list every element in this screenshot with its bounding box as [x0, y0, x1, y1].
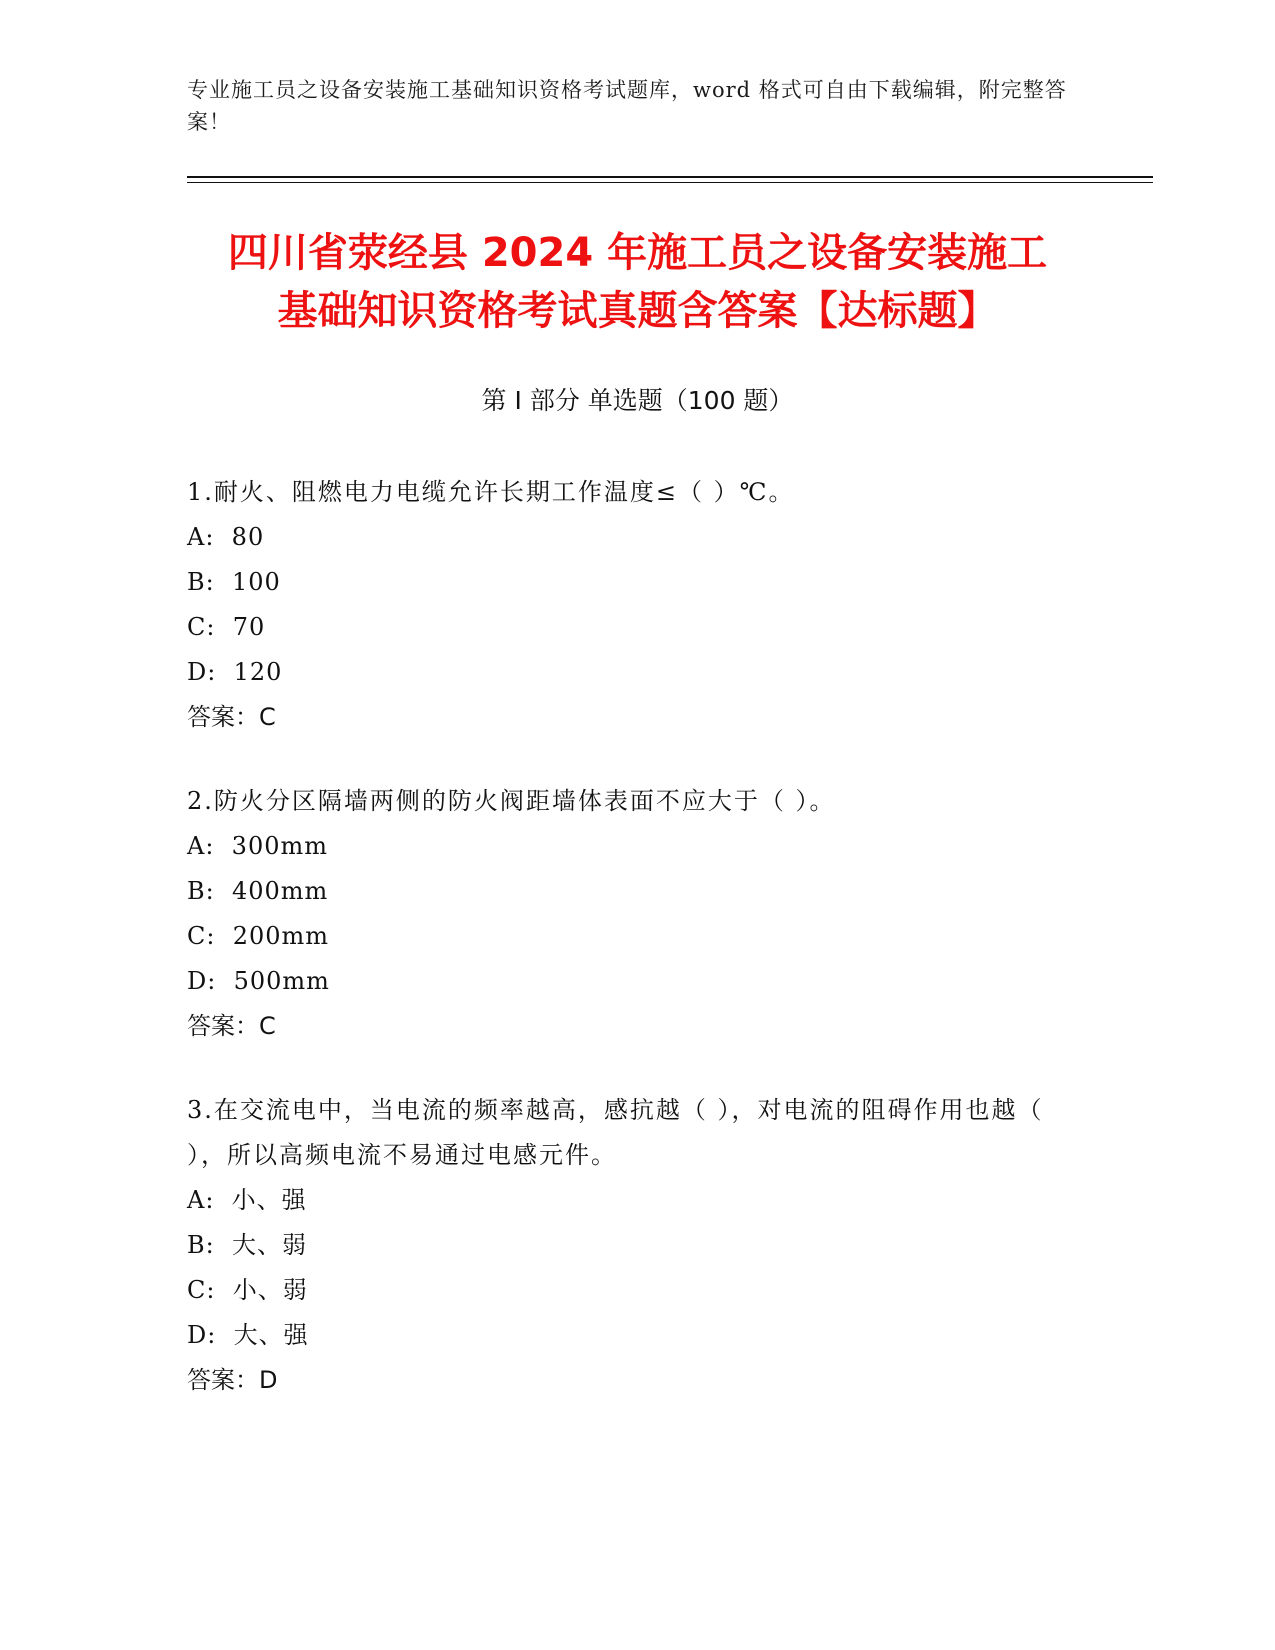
- question-1: [187, 470, 1067, 740]
- option-b: B: 大、弱: [187, 1231, 307, 1259]
- question-2: [187, 779, 1067, 1049]
- answer-line: 答案：C: [187, 703, 276, 731]
- answer-line: 答案：C: [187, 1012, 276, 1040]
- option-d: D: 120: [187, 658, 283, 686]
- question-stem: 3.在交流电中，当电流的频率越高，感抗越（ ），对电流的阻碍作用也越（ ），所以高频电流不易通过电感元件。: [187, 1096, 1044, 1169]
- section-title: 第 I 部分 单选题（100 题）: [481, 386, 794, 415]
- title-line-1: 四川省荥经县 2024 年施工员之设备安装施工: [227, 230, 1048, 276]
- question-3: [187, 1088, 1067, 1403]
- option-a: A: 小、强: [187, 1186, 307, 1214]
- option-d: D: 大、强: [187, 1321, 309, 1349]
- option-a: A: 80: [187, 523, 265, 551]
- option-a: A: 300mm: [187, 832, 328, 860]
- option-b: B: 100: [187, 568, 281, 596]
- header-divider-thin: [187, 182, 1153, 183]
- title-line-2: 基础知识资格考试真题含答案【达标题】: [277, 288, 998, 334]
- question-stem: 1.耐火、阻燃电力电缆允许长期工作温度≤（ ）℃。: [187, 478, 795, 506]
- option-b: B: 400mm: [187, 877, 329, 905]
- option-c: C: 小、弱: [187, 1276, 308, 1304]
- option-c: C: 70: [187, 613, 266, 641]
- answer-line: 答案：D: [187, 1366, 278, 1394]
- option-c: C: 200mm: [187, 922, 330, 950]
- option-d: D: 500mm: [187, 967, 330, 995]
- header-note: 专业施工员之设备安装施工基础知识资格考试题库，word 格式可自由下载编辑，附完整答案！: [187, 78, 1067, 134]
- header-divider-thick: [187, 176, 1153, 178]
- question-list: [187, 476, 1067, 1448]
- document-title: [150, 224, 1125, 340]
- question-stem: 2.防火分区隔墙两侧的防火阀距墙体表面不应大于（ ）。: [187, 787, 836, 815]
